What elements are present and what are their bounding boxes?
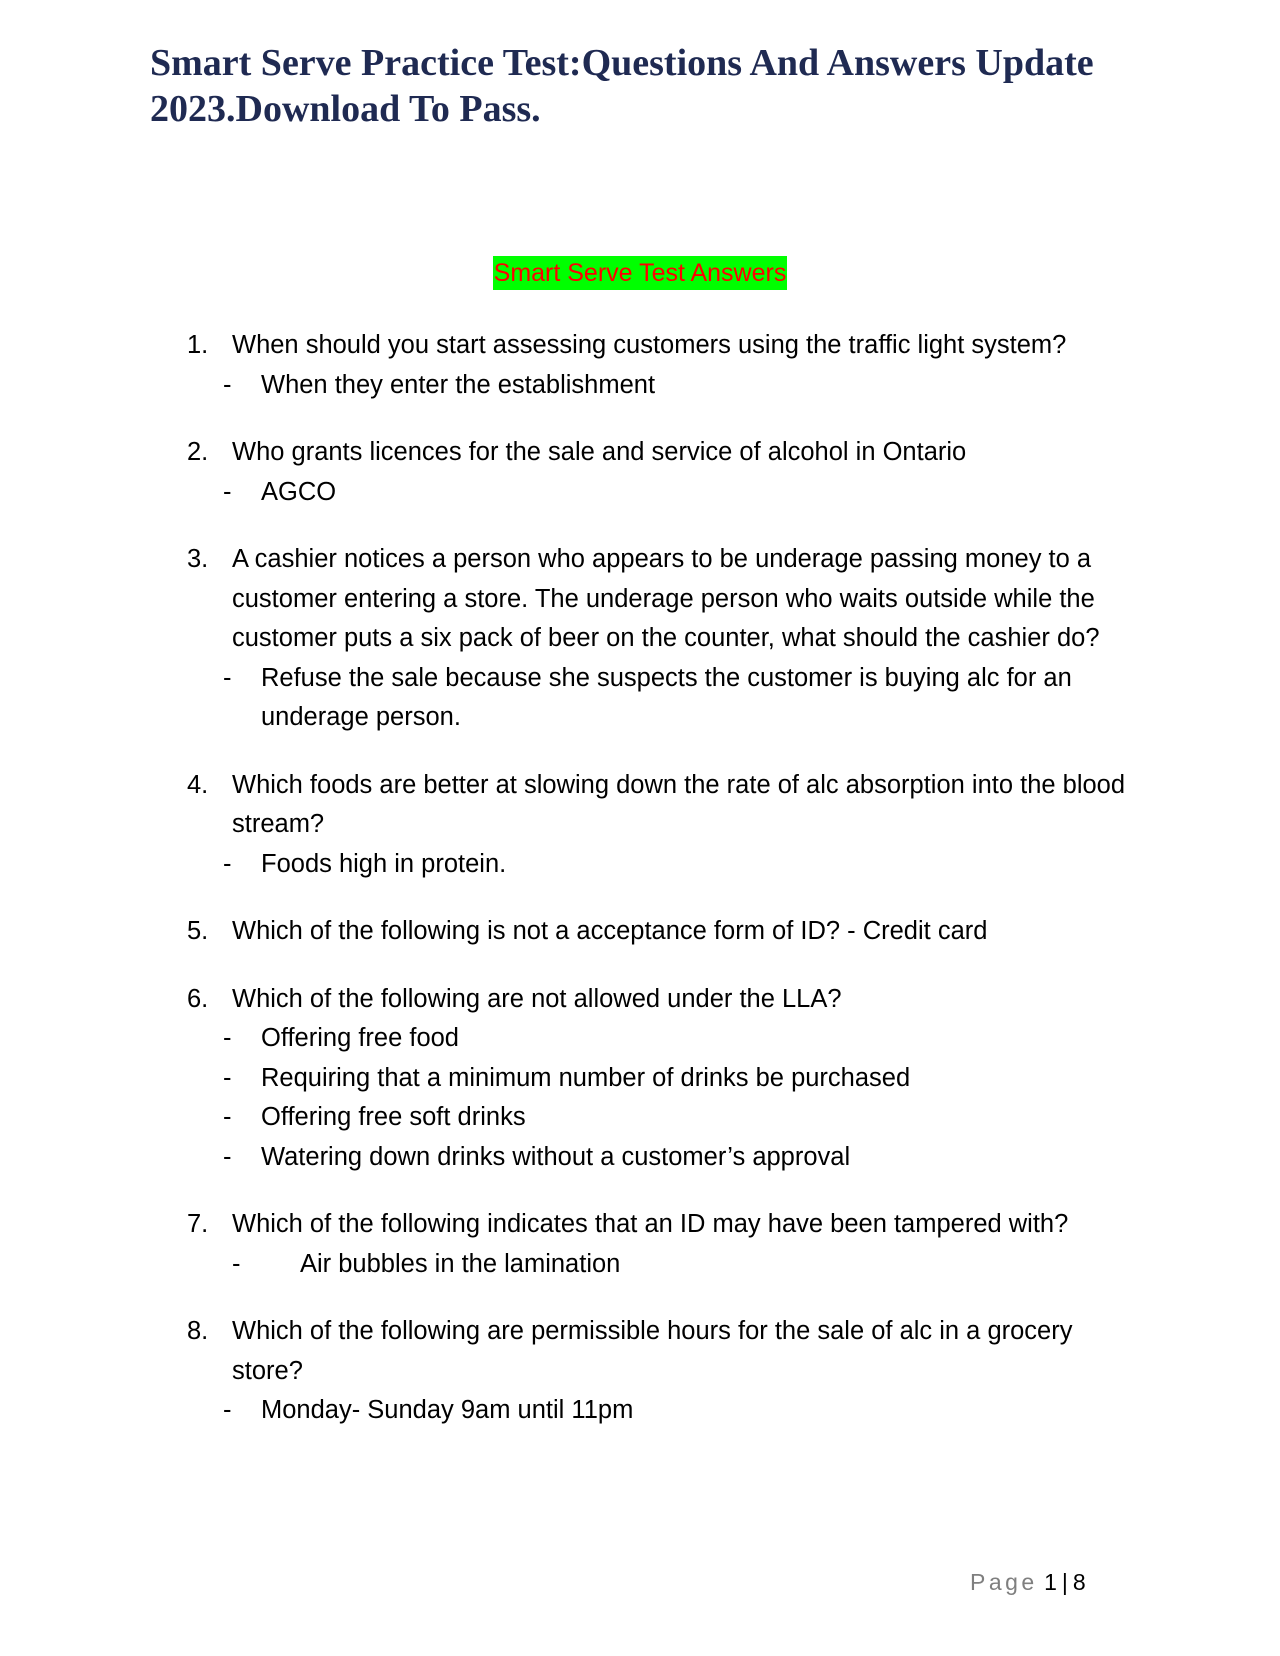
answer-text: Offering free soft drinks — [261, 1103, 526, 1131]
total-page-count: 8 — [1072, 1569, 1086, 1595]
question-item-5 — [0, 912, 1280, 952]
question-text: Which foods are better at slowing down the rate of alc absorption into the blood stream? — [232, 770, 1126, 838]
highlighted-subtitle: Smart Serve Test Answers — [493, 256, 788, 290]
answer-dash: - — [223, 370, 232, 399]
question-number: 1. — [187, 331, 209, 359]
question-number: 4. — [187, 770, 209, 799]
answer-dash: - — [223, 477, 232, 506]
answer-dash: - — [223, 1103, 232, 1131]
question-number: 6. — [187, 984, 209, 1013]
question-item-7 — [0, 1205, 1280, 1284]
answer-text: Offering free food — [261, 1024, 459, 1052]
answer-text: Requiring that a minimum number of drinks be purchased — [261, 1063, 911, 1092]
question-text: Which of the following are not allowed under the LLA? — [232, 984, 842, 1013]
question-item-1 — [0, 326, 1280, 405]
question-number: 7. — [187, 1210, 209, 1238]
answer-text: AGCO — [261, 477, 337, 506]
question-text: Which of the following is not a acceptance form of ID? - Credit card — [232, 917, 988, 945]
question-text: When should you start assessing customers using the traffic light system? — [232, 331, 1067, 359]
current-page-number: 1 — [1044, 1569, 1057, 1595]
answer-text: Foods high in protein. — [261, 849, 507, 878]
question-number: 8. — [187, 1317, 209, 1345]
question-item-4 — [0, 766, 1280, 885]
question-item-2 — [0, 433, 1280, 512]
question-item-8 — [0, 1312, 1280, 1431]
answer-dash: - — [223, 1142, 232, 1171]
answer-dash: - — [223, 849, 232, 878]
document-title: Smart Serve Practice Test:Questions And Answers Update 2023.Download To Pass. — [150, 42, 1094, 130]
question-number: 5. — [187, 917, 209, 945]
question-number: 2. — [187, 438, 209, 466]
answer-text: When they enter the establishment — [261, 370, 656, 399]
answer-dash: - — [223, 1396, 232, 1424]
page-separator: | — [1061, 1569, 1068, 1595]
answer-dash: - — [232, 1249, 241, 1278]
answer-dash: - — [223, 1063, 232, 1092]
answer-dash: - — [223, 663, 232, 692]
question-text: Who grants licences for the sale and service of alcohol in Ontario — [232, 438, 967, 466]
question-item-6 — [0, 980, 1280, 1178]
subtitle-container — [0, 256, 1280, 290]
answer-dash: - — [223, 1024, 232, 1052]
question-text: Which of the following are permissible hours for the sale of alc in a grocery store? — [232, 1317, 1073, 1385]
answer-text: Watering down drinks without a customer’s approval — [261, 1142, 851, 1171]
question-number: 3. — [187, 545, 209, 573]
answer-text: Air bubbles in the lamination — [300, 1249, 621, 1278]
question-text: Which of the following indicates that an ID may have been tampered with? — [232, 1210, 1069, 1238]
question-text: A cashier notices a person who appears to be underage passing money to a customer entering a store. The underage person who waits outside while the customer puts a six pack of beer on the counter, what should the cashier do? — [232, 545, 1100, 652]
question-item-3 — [0, 540, 1280, 738]
page-label: Page — [970, 1569, 1038, 1595]
answer-text: Monday- Sunday 9am until 11pm — [261, 1396, 634, 1424]
answer-text: Refuse the sale because she suspects the customer is buying alc for an underage person. — [261, 663, 1072, 731]
question-list — [0, 326, 1280, 1459]
page-footer — [970, 1567, 1086, 1597]
